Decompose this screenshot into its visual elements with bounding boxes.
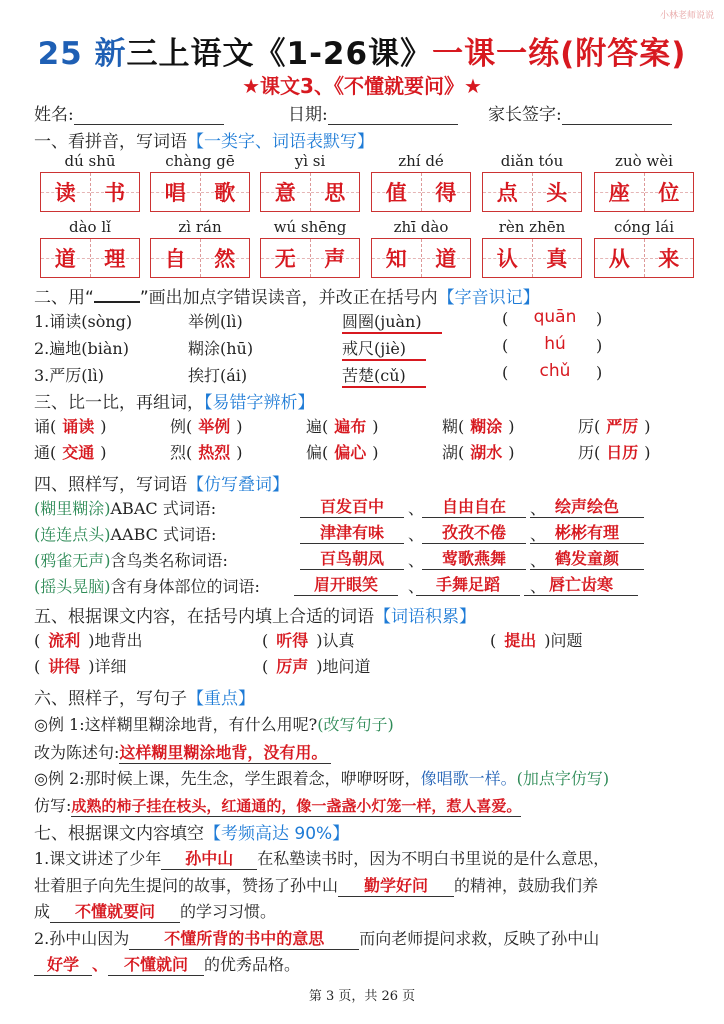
pron-item-c: 苦楚(cǔ)	[342, 363, 426, 388]
answer-char: 值	[372, 173, 421, 211]
answer-char: 读	[41, 173, 90, 211]
compare-item: 厉( 严厉 )	[578, 417, 651, 436]
imitate-answer: 手舞足蹈	[416, 572, 520, 596]
pron-answer: chǔ	[539, 361, 571, 381]
imitate-answer: 彬彬有理	[530, 520, 644, 544]
word-fill-item: ( 讲得 )详细	[34, 657, 127, 676]
pinyin-label: chàng gē	[165, 152, 235, 170]
paren-open: (	[502, 336, 509, 355]
answer-char: 点	[483, 173, 532, 211]
lesson-subtitle: ★课文3、《不懂就要问》★	[242, 74, 482, 98]
pron-item-a: 2.遍地(biàn)	[34, 339, 129, 358]
imitate-answer: 唇亡齿寒	[524, 572, 638, 596]
compare-answer: 严厉	[606, 417, 639, 436]
answer-char: 道	[421, 239, 471, 277]
pinyin-label: zhī dào	[393, 218, 449, 236]
fill7-line-5: 好学 、 不懂就问 的优秀品格。	[34, 952, 300, 976]
word-box	[150, 172, 250, 212]
answer-char: 然	[200, 239, 250, 277]
example-2-answer: 成熟的柿子挂在枝头，红通通的，像一盏盏小灯笼一样，惹人喜爱。	[71, 797, 522, 815]
word-box	[594, 238, 694, 278]
word-box	[482, 238, 582, 278]
page-footer: 第 3 页，共 26 页	[308, 989, 416, 1004]
compare-answer: 举例	[198, 417, 231, 436]
imitate-answer: 百鸟朝凤	[300, 546, 404, 570]
example-2-answer-row: 仿写:成熟的柿子挂在枝头，红通通的，像一盏盏小灯笼一样，惹人喜爱。	[34, 796, 522, 815]
word-fill-answer: 提出	[504, 631, 537, 650]
answer-char: 理	[90, 239, 140, 277]
paren-open: (	[502, 309, 509, 328]
compare-item: 烈( 热烈 )	[170, 443, 243, 462]
word-fill-item: ( 提出 )问题	[490, 631, 583, 650]
imitate-row: (鸦雀无声)含鸟类名称词语:	[34, 551, 228, 570]
answer-char: 声	[310, 239, 360, 277]
compare-answer: 诵读	[62, 417, 95, 436]
pinyin-label: zuò wèi	[615, 152, 673, 170]
separator: 、	[408, 525, 425, 544]
section-7-heading: 七、根据课文内容填空【考频高达 90%】	[34, 824, 350, 844]
answer-char: 来	[644, 239, 694, 277]
title-suffix: 一课一练(附答案)	[432, 36, 687, 72]
answer-char: 头	[532, 173, 582, 211]
separator: 、	[530, 525, 547, 544]
compare-item: 偏( 偏心 )	[306, 443, 379, 462]
imitate-answer: 津津有味	[300, 520, 404, 544]
fill7-line-1: 1.课文讲述了少年 孙中山 在私塾读书时，因为不明白书里说的是什么意思，	[34, 846, 609, 870]
imitate-answer: 百发百中	[300, 494, 404, 518]
paren-close: )	[596, 309, 603, 328]
example-1-answer-row: 改为陈述句:这样糊里糊涂地背，没有用。	[34, 740, 331, 764]
pron-answer: hú	[544, 334, 566, 354]
imitate-answer: 孜孜不倦	[422, 520, 526, 544]
answer-char: 书	[90, 173, 140, 211]
answer-char: 自	[151, 239, 200, 277]
answer-char: 歌	[200, 173, 250, 211]
word-fill-answer: 听得	[276, 631, 309, 650]
pron-item-b: 糊涂(hū)	[188, 339, 254, 358]
answer-char: 座	[595, 173, 644, 211]
imitate-answer: 鹤发童颜	[530, 546, 644, 570]
pron-answer: quān	[533, 307, 577, 327]
section-3-heading: 三、比一比，再组词，【易错字辨析】	[34, 393, 315, 413]
answer-char: 从	[595, 239, 644, 277]
compare-answer: 热烈	[198, 443, 231, 462]
imitate-answer: 绘声绘色	[530, 494, 644, 518]
imitate-row: (摇头晃脑)含有身体部位的词语:	[34, 577, 260, 596]
example-1: ◎例 1:这样糊里糊涂地背，有什么用呢?(改写句子)	[34, 715, 394, 734]
pinyin-label: cóng lái	[614, 218, 674, 236]
answer-char: 得	[421, 173, 471, 211]
imitate-answer: 莺歌燕舞	[422, 546, 526, 570]
imitate-row: (糊里糊涂)ABAC 式词语:	[34, 499, 217, 518]
compare-item: 历( 日历 )	[578, 443, 651, 462]
page-title	[0, 28, 724, 73]
answer-char: 唱	[151, 173, 200, 211]
separator: 、	[530, 577, 547, 596]
pinyin-label: yì si	[294, 152, 326, 170]
word-box	[40, 238, 140, 278]
paren-open: (	[502, 363, 509, 382]
word-box	[260, 238, 360, 278]
imitate-row: (连连点头)AABC 式词语:	[34, 525, 217, 544]
compare-answer: 交通	[62, 443, 95, 462]
compare-item: 湖( 湖水 )	[442, 443, 515, 462]
pinyin-label: rèn zhēn	[498, 218, 566, 236]
compare-item: 遍( 遍布 )	[306, 417, 379, 436]
parent-sign-field: 家长签字:	[488, 100, 672, 125]
word-fill-answer: 讲得	[48, 657, 81, 676]
imitate-answer: 自由自在	[422, 494, 526, 518]
fill7-line-3: 成 不懂就要问 的学习习惯。	[34, 899, 276, 923]
word-fill-item: ( 厉声 )地问道	[262, 657, 371, 676]
pinyin-label: zì rán	[178, 218, 222, 236]
pron-item-c: 戒尺(jiè)	[342, 336, 426, 361]
paren-close: )	[596, 363, 603, 382]
answer-char: 真	[532, 239, 582, 277]
pinyin-label: dào lǐ	[69, 218, 111, 236]
top-watermark: 小林老师说说	[659, 11, 714, 21]
separator: 、	[408, 551, 425, 570]
compare-item: 例( 举例 )	[170, 417, 243, 436]
answer-char: 认	[483, 239, 532, 277]
answer-char: 位	[644, 173, 694, 211]
paren-close: )	[596, 336, 603, 355]
section-4-heading: 四、照样写，写词语【仿写叠词】	[34, 475, 289, 495]
pron-item-a: 3.严厉(lì)	[34, 366, 104, 385]
title-number: 25	[37, 36, 83, 72]
compare-answer: 偏心	[334, 443, 367, 462]
word-box	[260, 172, 360, 212]
word-fill-item: ( 听得 )认真	[262, 631, 355, 650]
answer-char: 无	[261, 239, 310, 277]
answer-char: 思	[310, 173, 360, 211]
example-2: ◎例 2:那时候上课，先生念，学生跟着念，咿咿呀呀，像唱歌一样。(加点字仿写)	[34, 769, 610, 788]
compare-answer: 遍布	[334, 417, 367, 436]
pron-item-a: 1.诵读(sòng)	[34, 312, 133, 331]
word-fill-item: ( 流利 )地背出	[34, 631, 143, 650]
word-box	[371, 238, 471, 278]
section-1-heading: 一、看拼音，写词语【一类字、词语表默写】	[34, 132, 374, 152]
word-box	[594, 172, 694, 212]
word-box	[371, 172, 471, 212]
example-1-answer: 这样糊里糊涂地背，没有用。	[119, 740, 331, 764]
section-5-heading: 五、根据课文内容，在括号内填上合适的词语【词语积累】	[34, 607, 476, 627]
word-box	[40, 172, 140, 212]
pron-item-b: 举例(lì)	[188, 312, 243, 331]
compare-item: 糊( 糊涂 )	[442, 417, 515, 436]
pron-item-c: 圆圈(juàn)	[342, 309, 442, 334]
pron-item-b: 挨打(ái)	[188, 366, 248, 385]
pinyin-label: wú shēng	[273, 218, 347, 236]
separator: 、	[408, 499, 425, 518]
word-fill-answer: 厉声	[276, 657, 309, 676]
section-6-heading: 六、照样子，写句子【重点】	[34, 689, 255, 709]
date-field: 日期:	[288, 100, 458, 125]
separator: 、	[530, 551, 547, 570]
answer-char: 知	[372, 239, 421, 277]
separator: 、	[408, 577, 425, 596]
separator: 、	[530, 499, 547, 518]
compare-item: 通( 交通 )	[34, 443, 107, 462]
name-field: 姓名:	[34, 100, 224, 125]
title-new: 新	[94, 36, 127, 72]
word-fill-answer: 流利	[48, 631, 81, 650]
answer-char: 意	[261, 173, 310, 211]
pinyin-label: dú shū	[64, 152, 116, 170]
title-main: 三上语文《1-26课》	[126, 36, 433, 72]
imitate-answer: 眉开眼笑	[294, 572, 398, 596]
pinyin-label: zhí dé	[398, 152, 444, 170]
compare-item: 诵( 诵读 )	[34, 417, 107, 436]
fill7-line-2: 壮着胆子向先生提问的故事，赞扬了孙中山 勤学好问 的精神，鼓励我们养	[34, 873, 598, 897]
compare-answer: 湖水	[470, 443, 503, 462]
compare-answer: 糊涂	[470, 417, 503, 436]
word-box	[150, 238, 250, 278]
compare-answer: 日历	[606, 443, 639, 462]
answer-char: 道	[41, 239, 90, 277]
section-2-heading: 二、用“ ”画出加点字错误读音，并改正在括号内【字音识记】	[34, 288, 540, 308]
word-box	[482, 172, 582, 212]
fill7-line-4: 2.孙中山因为 不懂所背的书中的意思 而向老师提问求救，反映了孙中山	[34, 926, 599, 950]
pinyin-label: diǎn tóu	[500, 152, 564, 170]
